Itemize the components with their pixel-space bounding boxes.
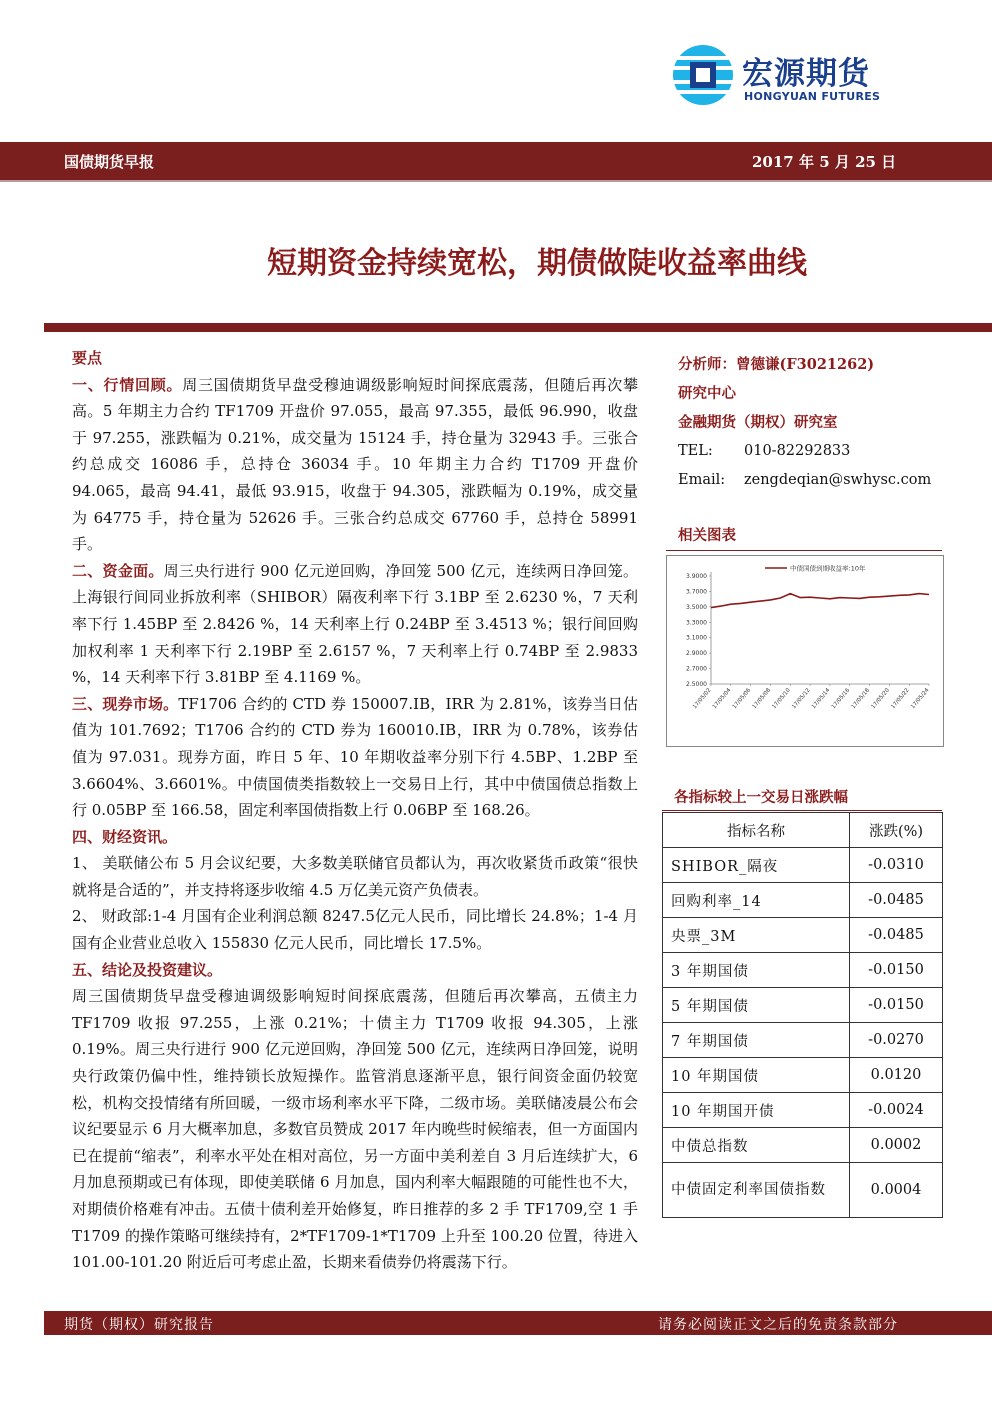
news-item: 2、 财政部:1-4 月国有企业利润总额 8247.5亿元人民币，同比增长 24.8%；1-4 月国有企业营业总收入 155830 亿元人民币，同比增长 17.5%。 [72,907,638,953]
logo-english-name: HONGYUAN FUTURES [744,90,881,103]
x-tick-label: 17/05/20 [870,687,891,711]
y-tick-label: 2.5000 [686,681,707,688]
report-headline: 短期资金持续宽松，期债做陡收益率曲线 [267,246,807,281]
report-type: 国债期货早报 [64,153,155,171]
section-cash-bond [72,691,638,824]
indicator-name: 5 年期国债 [663,988,850,1023]
indicator-value: -0.0270 [850,1023,943,1058]
chart-section-title: 相关图表 [678,527,736,544]
column-header: 指标名称 [663,813,850,848]
section-heading: 五、结论及投资建议。 [72,960,223,979]
table-row [663,1093,943,1128]
table-row [663,883,943,918]
header-band-underline [0,180,992,182]
table-row [663,988,943,1023]
x-tick-label: 17/05/22 [890,687,911,711]
table-row [663,1058,943,1093]
y-tick-label: 3.5000 [686,603,707,611]
section-body: 周三国债期货早盘受穆迪调级影响短时间探底震荡，但随后再次攀高。5 年期主力合约 TF1709 开盘价 97.055，最高 97.355，最低 96.990，收盘于 97.255，涨跌幅为 0.21%，成交量为 15124 手，持仓量为 32943 手。三张合约总成交 16086 手，总持仓 36034 手。10 年期主力合约 T1709 开盘价 94.065，最高 94.41，最低 93.915，收盘于 94.305，涨跌幅为 0.19%，成交量为 64775 手，持仓量为 52626 手。三张合约总成交 67760 手，总持仓 58991 手。 [72,375,638,554]
table-section-rule [662,810,942,811]
section-liquidity [72,558,638,691]
indicator-name: 10 年期国债 [663,1058,850,1093]
section-heading: 二、资金面。 [72,561,164,580]
table-header-row [663,813,943,848]
sub-department: 金融期货（期权）研究室 [678,414,838,431]
section-heading: 四、财经资讯。 [72,827,178,846]
report-date: 2017 年 5 月 25 日 [752,153,897,171]
x-tick-label: 17/05/12 [791,687,812,711]
yield-chart-svg [667,556,943,746]
indicator-value: 0.0002 [850,1128,943,1163]
table-section-title: 各指标较上一交易日涨跌幅 [674,789,848,806]
indicator-value: 0.0120 [850,1058,943,1093]
y-tick-label: 3.1000 [686,634,707,642]
x-tick-label: 17/05/14 [810,687,832,711]
indicator-name: 7 年期国债 [663,1023,850,1058]
footer-report-label: 期货（期权）研究报告 [64,1317,214,1333]
footer-disclaimer-note: 请务必阅读正文之后的免责条款部分 [658,1317,898,1333]
yield-series-line [711,594,929,608]
x-tick-label: 17/05/06 [731,687,753,711]
news-item: 1、 美联储公布 5 月会议纪要，大多数美联储官员都认为，再次收紧货币政策“很快就将是合适的”，并支持将逐步收缩 4.5 万亿美元资产负债表。 [72,854,638,899]
email-row [678,466,938,495]
indicator-name: 回购利率_14 [663,883,850,918]
indicator-value: -0.0485 [850,883,943,918]
indicator-value: 0.0004 [850,1163,943,1218]
department: 研究中心 [678,385,736,402]
indicator-table [662,812,943,1218]
x-tick-label: 17/05/10 [771,687,792,711]
section-conclusion [72,957,638,984]
table-row [663,918,943,953]
logo-mark-icon [672,44,734,106]
phone-label: TEL: [678,443,713,459]
email-label: Email: [678,472,726,488]
chart-section-rule [666,550,942,551]
indicator-name: 10 年期国开债 [663,1093,850,1128]
indicator-name: SHIBOR_隔夜 [663,848,850,883]
section-body: 周三央行进行 900 亿元逆回购，净回笼 500 亿元，连续两日净回笼。上海银行间同业拆放利率（SHIBOR）隔夜利率下行 3.1BP 至 2.6230 %，7 天利率下行 1.45BP 至 2.8426 %，14 天利率上行 0.24BP 至 3.4513 %；银行间回购加权利率 1 天利率下行 2.19BP 至 2.6157 %，7 天利率上行 0.74BP 至 2.9833 %，14 天利率下行 3.81BP 至 4.1169 %。 [72,561,638,687]
section-divider [44,323,992,332]
x-tick-label: 17/05/16 [830,687,852,711]
x-tick-label: 17/05/02 [692,687,713,711]
email-address[interactable]: zengdeqian@swhysc.com [744,472,932,488]
indicator-value: -0.0150 [850,988,943,1023]
y-tick-label: 2.9000 [686,650,707,658]
x-tick-label: 17/05/18 [850,687,872,711]
section-heading: 三、现券市场。 [72,694,179,713]
indicator-name: 中债固定利率国债指数 [663,1163,850,1218]
indicator-name: 央票_3M [663,918,850,953]
analyst-info [678,350,938,495]
x-tick-label: 17/05/04 [711,687,733,711]
table-row [663,1023,943,1058]
indicator-value: -0.0310 [850,848,943,883]
phone-row [678,437,938,466]
legend-label: 中债国债到期收益率:10年 [790,564,866,573]
table-row [663,953,943,988]
section-news [72,824,638,851]
x-tick-label: 17/05/08 [751,687,772,711]
section-market-review [72,372,638,558]
yield-chart [666,555,944,747]
phone-number: 010-82292833 [744,443,851,459]
indicator-value: -0.0024 [850,1093,943,1128]
section-body: TF1706 合约的 CTD 券 150007.IB，IRR 为 2.81%，该券当日估值为 101.7692；T1706 合约的 CTD 券为 160010.IB，IRR 为 0.78%，该券估值为 97.031。现券方面，昨日 5 年、10 年期收益率分别下行 4.5BP、1.2BP 至 3.6604%、3.6601%。中债国债类指数较上一交易日上行，其中中债国债总指数上行 0.05BP 至 166.58，固定利率国债指数上行 0.06BP 至 168.26。 [72,694,638,820]
main-content [72,345,638,1276]
key-points-heading: 要点 [72,349,103,367]
analyst-name: 分析师：曾德谦(F3021262) [678,356,875,373]
indicator-value: -0.0150 [850,953,943,988]
column-header: 涨跌(%) [850,813,943,848]
y-tick-label: 2.7000 [686,665,707,673]
section-heading: 一、行情回顾。 [72,375,183,394]
logo-chinese-name: 宏源期货 [742,56,870,92]
x-tick-label: 17/05/24 [910,687,931,711]
y-tick-label: 3.9000 [686,573,707,580]
indicator-name: 3 年期国债 [663,953,850,988]
table-row [663,1163,943,1218]
y-tick-label: 3.3000 [686,619,707,627]
conclusion-body: 周三国债期货早盘受穆迪调级影响短时间探底震荡，但随后再次攀高，五债主力 TF1709 收报 97.255，上涨 0.21%；十债主力 T1709 收报 94.305，上涨 0.19%。周三央行进行 900 亿元逆回购，净回笼 500 亿元，连续两日净回笼，说明央行政策仍偏中性，维持锁长放短操作。监管消息逐渐平息，银行间资金面仍较宽松，机构交投情绪有所回暖，一级市场利率水平下降，二级市场。美联储凌晨公布会议纪要显示 6 月大概率加息，多数官员赞成 2017 年内晚些时候缩表，但一方面国内已在提前“缩表”，利率水平处在相对高位，另一方面中美利差自 3 月后连续扩大，6 月加息预期或已有体现，即使美联储 6 月加息，国内利率大幅跟随的可能性也不大，对期债价格难有冲击。五债十债利差开始修复，昨日推荐的多 2 手 TF1709,空 1 手 T1709 的操作策略可继续持有，2*TF1709-1*T1709 上升至 100.20 位置，待进入 101.00-101.20 附近后可考虑止盈，长期来看债券仍将震荡下行。 [72,987,638,1272]
indicator-value: -0.0485 [850,918,943,953]
y-tick-label: 3.7000 [686,588,707,596]
company-logo [672,44,922,108]
table-row [663,1128,943,1163]
indicator-name: 中债总指数 [663,1128,850,1163]
table-row [663,848,943,883]
